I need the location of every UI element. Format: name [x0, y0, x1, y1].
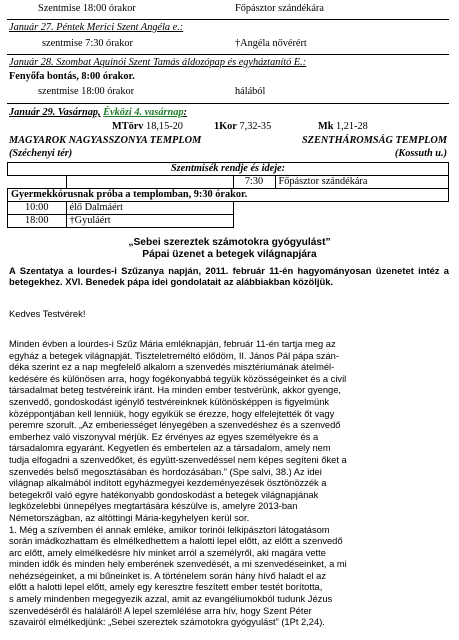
article-body-line: társadalmat beteg testvéreink iránt. Ha minden ember testvérünk, akkor gyenge,	[9, 384, 342, 396]
article-body-line: Németországban, az altöttingi Mária-kegyhelyen kerül sor.	[9, 511, 250, 523]
table-cell-empty	[8, 176, 67, 189]
table-cell-time: 7:30	[233, 176, 275, 189]
article-body-line: emberhez való viszonyval mérjük. Ez érvényes az egyes személyekre és a	[9, 430, 319, 442]
table-cell-empty	[233, 215, 449, 228]
article-title: „Sebei szereztek számotokra gyógyulást”	[128, 237, 331, 248]
article-body-line: legközelebbi ünnepélyes megtartására készülve is, amelyre 2013-ban	[9, 500, 298, 512]
article-body-line: szenvedő, gondoskodást igénylő testvéreinknek különösképpen is figyelmünk	[9, 395, 330, 407]
church-place-right: (Kossuth u.)	[394, 148, 447, 159]
day-heading-date: Január 29. Vasárnap,	[9, 107, 101, 118]
article-body-line: peremre szorult. „Az emberiességet lényegében a szenvedéshez és a szenvedő	[9, 419, 341, 431]
reading-ref: 7,32-35	[239, 121, 272, 132]
reading-book: Mk	[318, 121, 334, 132]
mass-time-text: szentmise 7:30 órakor	[42, 38, 133, 49]
day-heading-jan27: Január 27. Péntek Merici Szent Angéla e.:	[9, 22, 184, 33]
article-body-line: arc előtt, amely elmélkedésre hív minket arról a személyről, aki magára vette	[9, 546, 326, 558]
table-row	[8, 176, 449, 189]
table-cell-time: 10:00	[8, 202, 67, 215]
article-body-line: s amely mindenben megegyezik azzal, amit az evangéliumokból tudunk Jézus	[9, 593, 333, 605]
reading-book: MTörv	[112, 121, 144, 132]
article-body-line: nehézségeinket, a mi bűneinket is. A történelem során hány hívő haladt el az	[9, 569, 326, 581]
article-body-line: tudja elfogadni a szenvedőket, és együtt-szenvedéssel nem képes segíteni őket a	[9, 453, 347, 465]
table-header: Szentmisék rendje és ideje:	[8, 163, 449, 176]
article-body-line: világnap alkalmából indított egyházmegyei kezdeményezések ösztönözzék a	[9, 477, 327, 489]
day-heading-jan29	[9, 107, 187, 119]
table-row	[8, 202, 449, 215]
mass-time-text: szentmise 18:00 órakor	[38, 86, 135, 97]
article-intro: A Szentatya a lourdes-i Szűzanya napján, 2011. február 11-én hagyományosan üzenetet intéz a betegekhez. XVI. Benedek pápa idei gondolatait az alábbiakban közöljük.	[9, 265, 449, 288]
divider	[7, 54, 449, 55]
table-row	[8, 189, 449, 202]
article-subtitle: Pápai üzenet a betegek világnapjára	[142, 249, 317, 260]
readings-line	[318, 121, 368, 133]
day-heading-jan28: Január 28. Szombat Aquinói Szent Tamás áldozópap és egyháztanító E.:	[9, 57, 307, 68]
article-body-line: déka szerint ez a nap megfelelő alkalom a szenvedés misztériumának átelmél-	[9, 361, 335, 373]
mass-intention-text: hálából	[235, 86, 266, 97]
church-name-right: SZENTHÁROMSÁG TEMPLOM	[301, 135, 447, 146]
table-cell-intention: élő Dalmáért	[66, 202, 233, 215]
readings-line	[214, 121, 271, 133]
article-body-line: szenvedés belső megosztásában és hordozásában.” (Spe salvi, 38.) Az idei	[9, 465, 322, 477]
church-name-left: MAGYAROK NAGYASSZONYA TEMPLOM	[9, 135, 202, 146]
mass-intention-text: †Angéla nővérért	[235, 38, 307, 49]
liturgical-day: Évközi 4. vasárnap	[103, 107, 184, 118]
article-body-line: egyház a betegek világnapját. Tiszteletreméltó elődöm, II. János Pál pápa szán-	[9, 349, 339, 361]
table-row	[8, 163, 449, 176]
table-cell-empty	[233, 202, 449, 215]
reading-book: 1Kor	[214, 121, 237, 132]
event-text: Fenyőfa bontás, 8:00 órakor.	[9, 71, 135, 82]
table-cell-empty	[66, 176, 233, 189]
table-cell-intention: †Gyuláért	[66, 215, 233, 228]
reading-ref: 1,21-28	[336, 121, 368, 132]
article-body-line: betegekről való egyre hatékonyabb gondoskodást a betegek világnapjának	[9, 488, 319, 500]
mass-time-text: Szentmise 18:00 órakor	[38, 3, 136, 14]
choir-rehearsal-text: Gyermekkórusnak próba a templomban, 9:30 órakor.	[8, 189, 449, 202]
article-body-line: során imádkozhattam és elmélkedhettem a halotti lepel előtt, az előtt a szenvedő	[9, 535, 343, 547]
mass-schedule-table	[7, 162, 449, 228]
divider	[7, 103, 449, 104]
article-body-line: előtt a halotti lepel előtt, amely egy keresztre feszített ember testét borította,	[9, 581, 323, 593]
divider	[7, 19, 449, 20]
article-body-line: szavairól elmélkedjünk: „Sebei szereztek számotokra gyógyulást” (1Pt 2,24).	[9, 616, 325, 628]
reading-ref: 18,15-20	[146, 121, 183, 132]
church-place-left: (Széchenyi tér)	[9, 148, 73, 159]
article-body	[9, 338, 451, 628]
article-body-line: 1. Még a szívemben él annak emléke, amikor torinói lelkipásztori látogatásom	[9, 523, 330, 535]
table-cell-time: 18:00	[8, 215, 67, 228]
table-row	[8, 215, 449, 228]
article-body-line: Minden évben a lourdes-i Szűz Mária emléknapján, február 11-én tartja meg az	[9, 338, 336, 349]
article-body-line: minden idők és minden hely emberének szenvedését, a mi szenvedéseinket, a mi	[9, 558, 347, 570]
table-cell-intention: Főpásztor szándékára	[275, 176, 449, 189]
mass-intention-text: Főpásztor szándékára	[235, 3, 324, 14]
readings-line	[112, 121, 183, 133]
article-body-line: társadalomra egyaránt. Kegyetlen és embertelen az a társadalom, amely nem	[9, 442, 331, 454]
article-body-line: kedésére és különösen arra, hogy fogékonyabbá tegyük közösségeinket és a civil	[9, 372, 347, 384]
article-greeting: Kedves Testvérek!	[9, 308, 86, 319]
heading-colon: :	[183, 107, 187, 118]
article-body-line: szenvedéséről és haláláról! A lepel szemlélése arra hív, hogy Szent Péter	[9, 604, 312, 616]
article-body-line: középpontjában kell lenniük, hogy egyikük se érezze, hogy elfelejtették őt vagy	[9, 407, 335, 419]
